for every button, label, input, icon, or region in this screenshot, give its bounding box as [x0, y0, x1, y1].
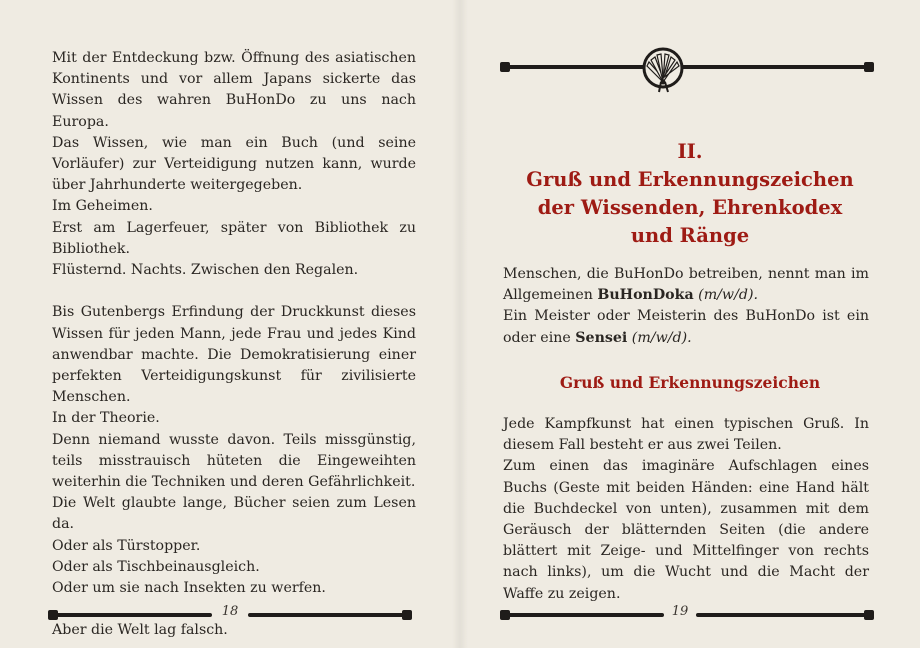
paragraph: Oder als Tischbeinausgleich.: [52, 558, 260, 575]
chapter-title: [490, 138, 890, 250]
section-text: [503, 414, 869, 605]
paragraph: Denn niemand wusste davon. Teils missgünstig, teils misstrauisch hüteten die Eingeweihten weiterhin die Techniken und deren Gefährlichkeit.: [52, 431, 416, 491]
paragraph: Das Wissen, wie man ein Buch (und seine Vorläufer) zur Verteidigung nutzen kann, wurde über Jahrhunderte weitergegeben.: [52, 134, 416, 194]
chapter-title-line: der Wissenden, Ehrenkodex: [537, 196, 843, 219]
book-fan-emblem-icon: [635, 42, 691, 98]
term-sensei: Sensei: [575, 329, 628, 346]
page-number: 18: [221, 604, 239, 619]
right-page: [460, 0, 920, 648]
paragraph: Mit der Entdeckung bzw. Öffnung des asiatischen Kontinents und vor allem Japans sickerte das Wissen des wahren BuHonDo zu uns nach Europa.: [52, 50, 416, 130]
intro-text: [503, 264, 869, 349]
paragraph: [503, 264, 869, 306]
paragraph: Erst am Lagerfeuer, später von Bibliothek zu Bibliothek.: [52, 219, 416, 257]
paragraph: Zum einen das imaginäre Aufschlagen eines Buchs (Geste mit beiden Händen: eine Hand hält die Buchdeckel von unten), zusammen mit dem Geräusch der blätternden Seiten (die andere blättert mit Zeige- und Mittelfinger von rechts nach links), um die Wucht und die Macht der Waffe zu zeigen.: [503, 458, 869, 602]
gender-note: (m/w/d).: [693, 287, 758, 304]
left-page-text: [52, 48, 416, 642]
paragraph: Im Geheimen.: [52, 198, 153, 215]
chapter-numeral: II.: [677, 140, 703, 163]
paragraph: Oder als Türstopper.: [52, 537, 201, 554]
gender-note: (m/w/d).: [627, 329, 692, 346]
chapter-title-line: Gruß und Erkennungszeichen: [526, 168, 854, 191]
section-subheading: Gruß und Erkennungszeichen: [559, 373, 821, 392]
paragraph-spacer: [52, 281, 416, 302]
paragraph: Flüsternd. Nachts. Zwischen den Regalen.: [52, 262, 359, 279]
paragraph: Die Welt glaubte lange, Bücher seien zum Lesen da.: [52, 495, 416, 533]
paragraph: Bis Gutenbergs Erfindung der Druckkunst dieses Wissen für jeden Mann, jede Frau und jedes Kind anwendbar machte. Die Demokratisierung einer perfekten Verteidigungskunst für zivilisierte Menschen.: [52, 304, 416, 406]
term-buhondoka: BuHonDoka: [597, 287, 694, 304]
paragraph: [503, 306, 869, 348]
chapter-title-line: und Ränge: [630, 224, 750, 247]
page-number: 19: [671, 604, 689, 619]
paragraph-text: Ein Meister oder Meisterin des BuHonDo ist ein oder eine: [503, 308, 869, 346]
paragraph: Aber die Welt lag falsch.: [52, 622, 228, 639]
paragraph: In der Theorie.: [52, 410, 160, 427]
paragraph: Oder um sie nach Insekten zu werfen.: [52, 580, 326, 597]
paragraph: Jede Kampfkunst hat einen typischen Gruß. In diesem Fall besteht er aus zwei Teilen.: [503, 416, 869, 454]
paragraph-text: Menschen, die BuHonDo betreiben, nennt man im Allgemeinen: [503, 266, 869, 304]
